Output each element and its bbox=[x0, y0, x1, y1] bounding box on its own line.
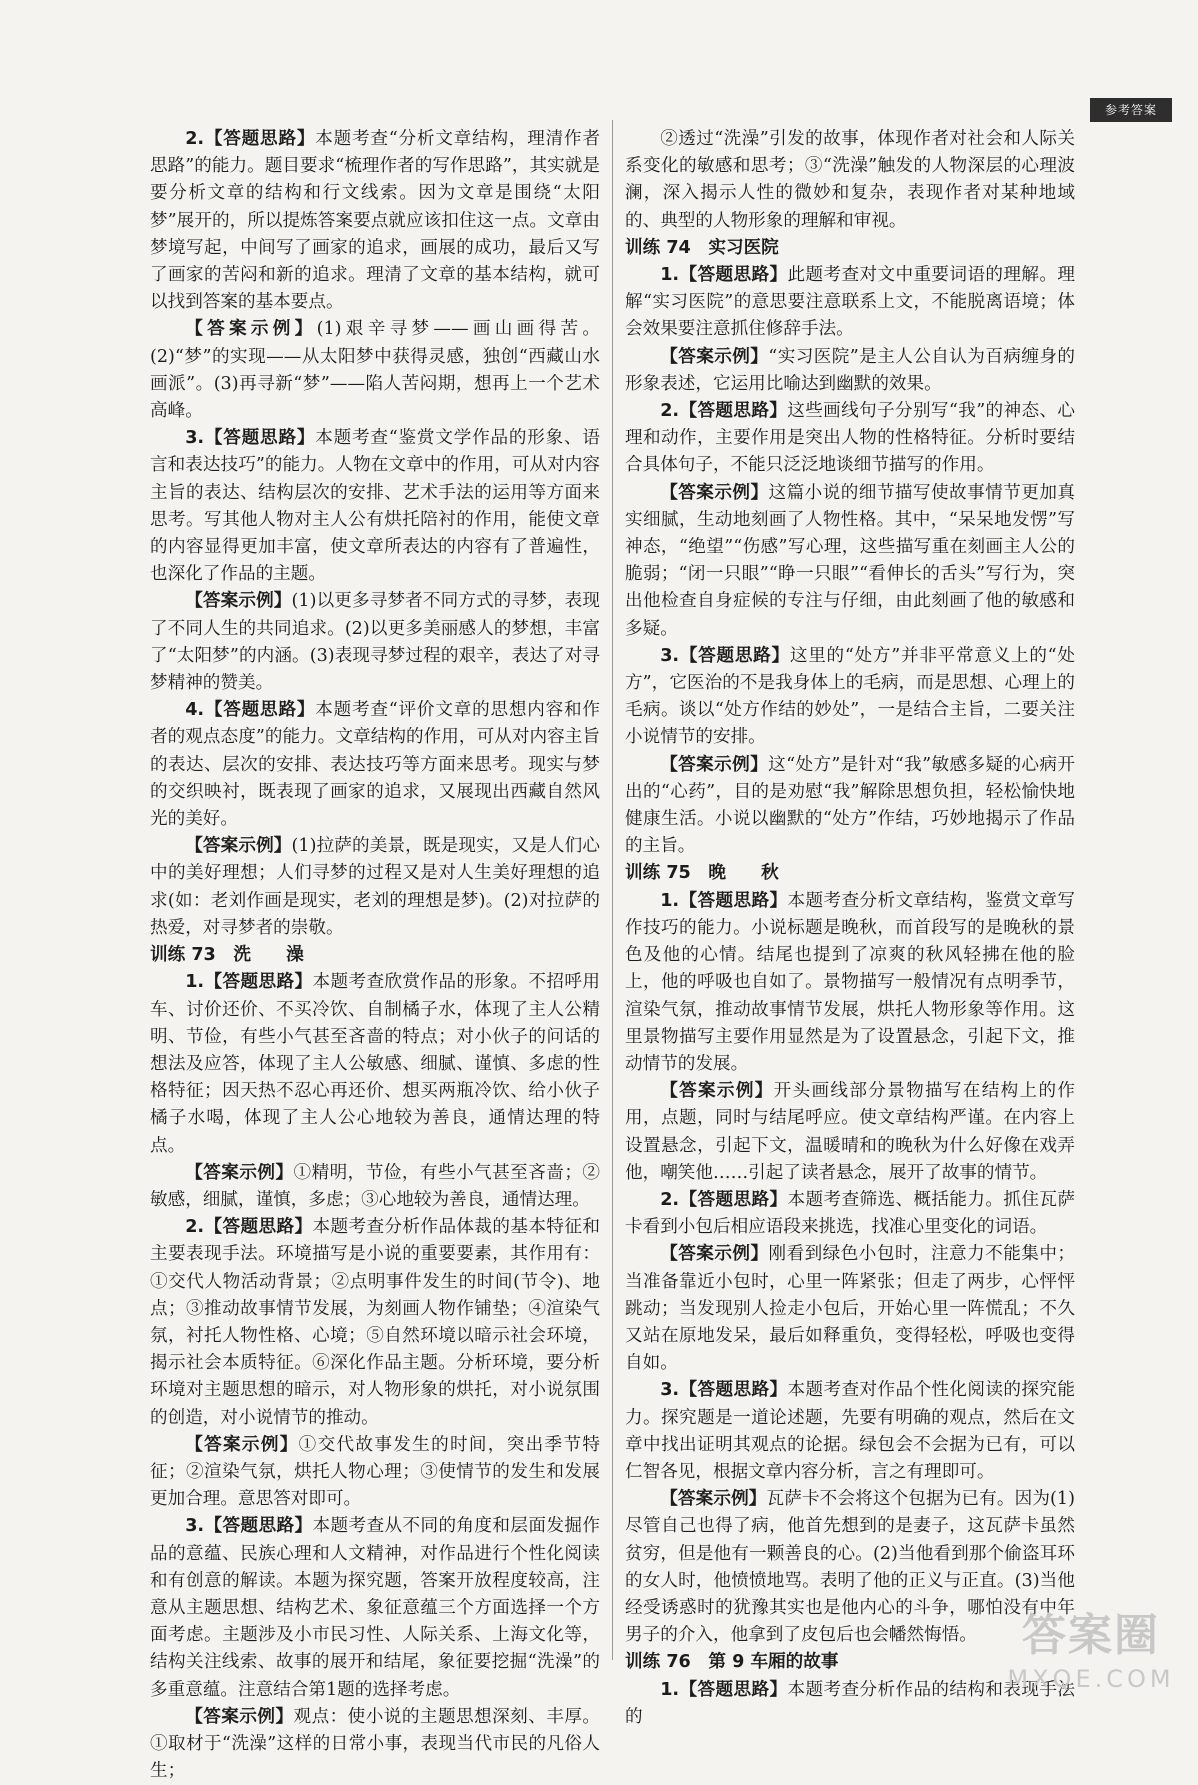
answer-paragraph bbox=[625, 752, 1075, 861]
answer-text: 本题考查“分析文章结构，理清作者思路”的能力。题目要求“梳理作者的写作思路”，其实就是要分析文章的结构和行文线索。因为文章是围绕“太阳梦”展开的，所以提炼答案要点就应该扣住这一点。文章由梦境写起，中间写了画家的追求，画展的成功，最后又写了画家的苦闷和新的追求。理清了文章的基本结构，就可以找到答案的基本要点。 bbox=[150, 129, 600, 313]
answer-tag: 【答案示例】 bbox=[185, 1162, 294, 1183]
section-heading: 训练 76 第 9 车厢的故事 bbox=[625, 1652, 839, 1673]
answer-paragraph bbox=[625, 398, 1075, 480]
watermark-url: MXQE.COM bbox=[1007, 1665, 1175, 1693]
answer-tag: 1.【答题思路】 bbox=[660, 890, 788, 911]
answer-tag: 2.【答题思路】 bbox=[660, 1189, 788, 1210]
answer-tag: 【答案示例】 bbox=[185, 1706, 294, 1727]
answer-text: 本题考查分析文章结构，鉴赏文章写作技巧的能力。小说标题是晚秋，而首段写的是晚秋的景色及他的心情。结尾也提到了凉爽的秋风轻拂在他的脸上，他的呼吸也自如了。景物描写一般情况有点明季节，渲染气氛，推动故事情节发展，烘托人物形象等作用。这里景物描写主要作用显然是为了设置悬念，引起下文，推动情节的发展。 bbox=[625, 890, 1075, 1074]
answer-tag: 3.【答题思路】 bbox=[185, 1516, 313, 1537]
answer-paragraph bbox=[150, 697, 600, 833]
answer-text: 本题考查分析作品的结构和表现手法的 bbox=[625, 1679, 1075, 1727]
answer-tag: 【答案示例】 bbox=[185, 836, 292, 857]
answer-tag: 1.【答题思路】 bbox=[185, 972, 313, 993]
answer-paragraph bbox=[150, 316, 600, 425]
answer-paragraph bbox=[625, 480, 1075, 643]
answer-tag: 【答案示例】 bbox=[660, 754, 769, 775]
answer-tag: 【答案示例】 bbox=[185, 591, 292, 612]
answer-text: 本题考查“鉴赏文学作品的形象、语言和表达技巧”的能力。人物在文章中的作用，可从对内容主旨的表达、结构层次的安排、艺术手法的运用等方面来思考。写其他人物对主人公有烘托陪衬的作用，能使文章的内容显得更加丰富，使文章所表达的内容有了普遍性，也深化了作品的主题。 bbox=[150, 428, 600, 585]
answer-paragraph bbox=[150, 588, 600, 697]
answer-tag: 3.【答题思路】 bbox=[185, 428, 316, 449]
answer-paragraph bbox=[150, 1704, 600, 1785]
answer-paragraph bbox=[625, 888, 1075, 1078]
answer-tag: 【答案示例】 bbox=[660, 346, 769, 367]
answer-paragraph bbox=[150, 1432, 600, 1514]
section-heading: 训练 73 洗 澡 bbox=[150, 945, 304, 966]
answer-text: 这“处方”是针对“我”敏感多疑的心病开出的“心药”，目的是劝慰“我”解除思想负担，轻松愉快地健康生活。小说以幽默的“处方”作结，巧妙地揭示了作品的主旨。 bbox=[625, 754, 1075, 857]
answer-paragraph bbox=[625, 262, 1075, 344]
answer-tag: 3.【答题思路】 bbox=[660, 645, 790, 666]
answer-text: 本题考查“评价文章的思想内容和作者的观点态度”的能力。文章结构的作用，可从对内容主旨的表达、层次的安排、表达技巧等方面来思考。现实与梦的交织映衬，既表现了画家的追求，又展现出西藏自然风光的美好。 bbox=[150, 700, 600, 830]
answer-paragraph bbox=[625, 126, 1075, 235]
answer-tag: 2.【答题思路】 bbox=[660, 401, 788, 422]
answer-tag: 3.【答题思路】 bbox=[660, 1380, 788, 1401]
answer-text: 瓦萨卡不会将这个包据为已有。因为(1)尽管自己也得了病，他首先想到的是妻子，这瓦萨卡虽然贫穷，但是他有一颗善良的心。(2)当他看到那个偷盗耳环的女人时，他愤愤地骂。表明了他的正义与正直。(3)当他经受诱惑时的犹豫其实也是他内心的斗争，哪怕没有中年男子的介入，他拿到了皮包后也会幡然悔悟。 bbox=[625, 1489, 1075, 1646]
answer-text: 本题考查分析作品体裁的基本特征和主要表现手法。环境描写是小说的重要要素，其作用有：①交代人物活动背景；②点明事件发生的时间(节令)、地点；③推动故事情节发展，为刻画人物作铺垫；④渲染气氛，衬托人物性格、心境；⑤自然环境以暗示社会环境，揭示社会本质特征。⑥深化作品主题。分析环境，要分析环境对主题思想的暗示，对人物形象的烘托，对小说氛围的创造，对小说情节的推动。 bbox=[150, 1217, 600, 1428]
answer-tag: 2.【答题思路】 bbox=[185, 129, 316, 149]
answer-text: ①精明，节俭，有些小气甚至吝啬；②敏感，细腻，谨慎，多虑；③心地较为善良，通情达理。 bbox=[150, 1162, 600, 1210]
answer-tag: 【答案示例】 bbox=[660, 1081, 774, 1102]
answer-text: (1)以更多寻梦者不同方式的寻梦，表现了不同人生的共同追求。(2)以更多美丽感人的梦想，丰富了“太阳梦”的内涵。(3)表现寻梦过程的艰辛，表达了对寻梦精神的赞美。 bbox=[150, 591, 600, 694]
site-watermark bbox=[1006, 1607, 1176, 1703]
answer-text: 本题考查筛选、概括能力。抓住瓦萨卡看到小包后相应语段来挑选，找准心里变化的词语。 bbox=[625, 1189, 1075, 1238]
answer-paragraph bbox=[625, 1078, 1075, 1187]
left-column bbox=[150, 126, 600, 1785]
answer-paragraph bbox=[150, 1513, 600, 1703]
answer-text: (1)艰辛寻梦——画山画得苦。(2)“梦”的实现——从太阳梦中获得灵感，独创“西藏山水画派”。(3)再寻新“梦”——陷人苦闷期，想再上一个艺术高峰。 bbox=[150, 319, 600, 422]
answer-text: 这些画线句子分别写“我”的神态、心理和动作，主要作用是突出人物的性格特征。分析时要结合具体句子，不能只泛泛地谈细节描写的作用。 bbox=[625, 401, 1075, 476]
watermark-logo-text: 答案圈 bbox=[1022, 1610, 1160, 1661]
right-column bbox=[625, 126, 1075, 1731]
answer-paragraph bbox=[625, 1241, 1075, 1377]
answer-text: 此题考查对文中重要词语的理解。理解“实习医院”的意思要注意联系上文，不能脱离语境；体会效果要注意抓住修辞手法。 bbox=[625, 265, 1075, 340]
answer-text: ②透过“洗澡”引发的故事，体现作者对社会和人际关系变化的敏感和思考；③“洗澡”触发的人物深层的心理波澜，深入揭示人性的微妙和复杂，表现作者对某种地域的、典型的人物形象的理解和审视。 bbox=[625, 129, 1075, 231]
answer-text: 刚看到绿色小包时，注意力不能集中；当准备靠近小包时，心里一阵紧张；但走了两步，心怦怦跳动；当发现别人捡走小包后，开始心里一阵慌乱；不久又站在原地发呆，最后如释重负，变得轻松，呼吸也变得自如。 bbox=[625, 1244, 1075, 1374]
answer-tag: 【答案示例】 bbox=[185, 319, 317, 340]
answer-paragraph bbox=[625, 1377, 1075, 1486]
answer-tag: 2.【答题思路】 bbox=[185, 1217, 313, 1238]
answer-text: “实习医院”是主人公自认为百病缠身的形象表述，它运用比喻达到幽默的效果。 bbox=[625, 346, 1075, 394]
answer-tag: 【答案示例】 bbox=[660, 482, 769, 503]
answer-paragraph bbox=[150, 425, 600, 588]
answer-paragraph bbox=[625, 344, 1075, 398]
answer-text: 开头画线部分景物描写在结构上的作用，点题，同时与结尾呼应。使文章结构严谨。在内容上设置悬念，引起下文，温暖晴和的晚秋为什么好像在戏弄他，嘲笑他……引起了读者悬念，展开了故事的情节。 bbox=[625, 1081, 1075, 1183]
answer-paragraph bbox=[625, 643, 1075, 752]
answer-text: 这里的“处方”并非平常意义上的“处方”，它医治的不是我身体上的毛病，而是思想、心理上的毛病。谈以“处方作结的妙处”，一是结合主旨，二要关注小说情节的安排。 bbox=[625, 645, 1075, 748]
answer-text: 本题考查欣赏作品的形象。不招呼用车、讨价还价、不买冷饮、自制橘子水，体现了主人公精明、节俭，有些小气甚至吝啬的特点；对小伙子的问话的想法及应答，体现了主人公敏感、细腻、谨慎、多虑的性格特征；因天热不忍心再还价、想买两瓶冷饮、给小伙子橘子水喝，体现了主人公心地较为善良，通情达理的特点。 bbox=[150, 972, 600, 1156]
answer-tag: 1.【答题思路】 bbox=[660, 265, 788, 286]
column-divider bbox=[612, 120, 613, 1660]
section-heading: 训练 74 实习医院 bbox=[625, 237, 779, 258]
answer-paragraph bbox=[150, 1160, 600, 1214]
answer-paragraph bbox=[150, 833, 600, 942]
answer-paragraph bbox=[150, 1214, 600, 1432]
section-heading: 训练 75 晚 秋 bbox=[625, 863, 779, 884]
answer-text: ①交代故事发生的时间，突出季节特征；②渲染气氛，烘托人物心理；③使情节的发生和发展更加合理。意思答对即可。 bbox=[150, 1434, 600, 1510]
answer-text: (1)拉萨的美景，既是现实，又是人们心中的美好理想；人们寻梦的过程又是对人生美好理想的追求(如：老刘作画是现实，老刘的理想是梦)。(2)对拉萨的热爱，对寻梦者的崇敬。 bbox=[150, 836, 600, 938]
answer-tag: 【答案示例】 bbox=[660, 1489, 767, 1510]
answer-text: 本题考查从不同的角度和层面发掘作品的意蕴、民族心理和人文精神，对作品进行个性化阅读和有创意的解读。本题为探究题，答案开放程度较高，注意从主题思想、结构艺术、象征意蕴三个方面选择一个方面考虑。主题涉及小市民习性、人际关系、上海文化等，结构关注线索、故事的展开和结尾，象征要挖掘“洗澡”的多重意蕴。注意结合第1题的选择考虑。 bbox=[150, 1516, 600, 1700]
section-tab: 参考答案 bbox=[1090, 98, 1172, 122]
answer-text: 观点：使小说的主题思想深刻、丰厚。①取材于“洗澡”这样的日常小事，表现当代市民的凡俗人生； bbox=[150, 1706, 600, 1782]
answer-tag: 【答案示例】 bbox=[185, 1434, 299, 1455]
answer-tag: 4.【答题思路】 bbox=[185, 700, 316, 721]
answer-paragraph bbox=[150, 969, 600, 1159]
answer-paragraph bbox=[625, 1187, 1075, 1241]
answer-tag: 【答案示例】 bbox=[660, 1244, 769, 1265]
answer-text: 本题考查对作品个性化阅读的探究能力。探究题是一道论述题，先要有明确的观点，然后在文章中找出证明其观点的论据。绿包会不会据为已有，可以仁智各见，根据文章内容分析，言之有理即可。 bbox=[625, 1380, 1075, 1482]
answer-text: 这篇小说的细节描写使故事情节更加真实细腻，生动地刻画了人物性格。其中，“呆呆地发愣”写神态，“绝望”“伤感”写心理，这些描写重在刻画主人公的脆弱；“闭一只眼”“睁一只眼”“看伸长的舌头”写行为，突出他检查自身症候的专注与仔细，由此刻画了他的敏感和多疑。 bbox=[625, 482, 1075, 639]
answer-tag: 1.【答题思路】 bbox=[660, 1679, 788, 1700]
answer-paragraph bbox=[150, 126, 600, 316]
